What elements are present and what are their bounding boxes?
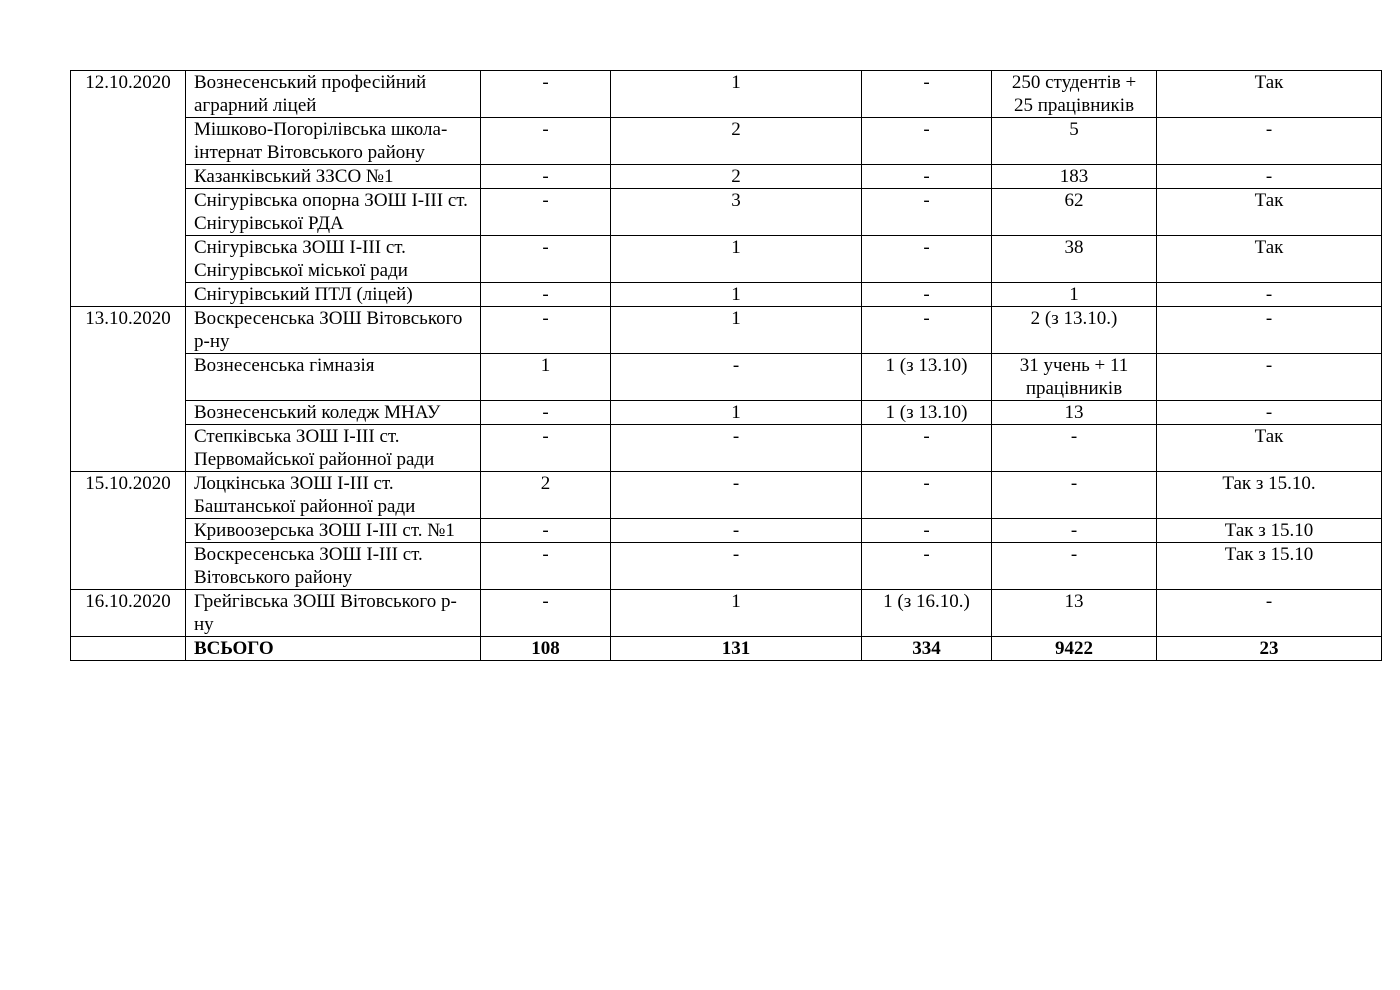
table-row <box>71 307 1382 354</box>
value-cell-c1: - <box>481 71 611 118</box>
value-cell-c4: - <box>992 472 1157 519</box>
value-cell-c1: 2 <box>481 472 611 519</box>
value-cell-c4: 38 <box>992 236 1157 283</box>
table-row <box>71 425 1382 472</box>
total-value-c4: 9422 <box>992 637 1157 661</box>
school-name-cell: Воскресенська ЗОШ Вітовського р-ну <box>186 307 481 354</box>
value-cell-c1: - <box>481 590 611 637</box>
table-row <box>71 118 1382 165</box>
value-cell-c1: - <box>481 425 611 472</box>
value-cell-c1: - <box>481 283 611 307</box>
value-cell-c4: - <box>992 519 1157 543</box>
value-cell-c5: Так з 15.10 <box>1157 519 1382 543</box>
value-cell-c4: 5 <box>992 118 1157 165</box>
value-cell-c2: 3 <box>611 189 862 236</box>
value-cell-c3: - <box>862 425 992 472</box>
table-row <box>71 354 1382 401</box>
value-cell-c4: 62 <box>992 189 1157 236</box>
table-row <box>71 165 1382 189</box>
value-cell-c3: - <box>862 236 992 283</box>
school-name-cell: Лоцкінська ЗОШ І-ІІІ ст. Баштанської районної ради <box>186 472 481 519</box>
school-name-cell: Вознесенський коледж МНАУ <box>186 401 481 425</box>
total-row <box>71 637 1382 661</box>
total-value-c3: 334 <box>862 637 992 661</box>
value-cell-c2: - <box>611 543 862 590</box>
value-cell-c5: Так з 15.10 <box>1157 543 1382 590</box>
date-cell: 13.10.2020 <box>71 307 186 472</box>
value-cell-c4: - <box>992 425 1157 472</box>
value-cell-c3: - <box>862 283 992 307</box>
value-cell-c5: - <box>1157 590 1382 637</box>
value-cell-c4: 31 учень + 11 працівників <box>992 354 1157 401</box>
value-cell-c2: 2 <box>611 165 862 189</box>
value-cell-c1: - <box>481 543 611 590</box>
value-cell-c2: 1 <box>611 401 862 425</box>
value-cell-c1: - <box>481 165 611 189</box>
value-cell-c2: 1 <box>611 307 862 354</box>
value-cell-c5: - <box>1157 118 1382 165</box>
value-cell-c3: - <box>862 519 992 543</box>
school-name-cell: Степківська ЗОШ І-ІІІ ст. Первомайської районної ради <box>186 425 481 472</box>
value-cell-c4: 250 студентів + 25 працівників <box>992 71 1157 118</box>
value-cell-c3: 1 (з 13.10) <box>862 354 992 401</box>
value-cell-c5: Так <box>1157 71 1382 118</box>
value-cell-c5: - <box>1157 283 1382 307</box>
table-row <box>71 189 1382 236</box>
value-cell-c3: 1 (з 16.10.) <box>862 590 992 637</box>
school-name-cell: Снігурівська опорна ЗОШ І-ІІІ ст. Снігурівської РДА <box>186 189 481 236</box>
value-cell-c5: - <box>1157 401 1382 425</box>
value-cell-c5: - <box>1157 307 1382 354</box>
school-name-cell: Вознесенський професійний аграрний ліцей <box>186 71 481 118</box>
school-name-cell: Грейгівська ЗОШ Вітовського р-ну <box>186 590 481 637</box>
value-cell-c5: Так <box>1157 189 1382 236</box>
table-row <box>71 519 1382 543</box>
school-name-cell: Вознесенська гімназія <box>186 354 481 401</box>
value-cell-c3: - <box>862 472 992 519</box>
value-cell-c5: - <box>1157 354 1382 401</box>
table-row <box>71 236 1382 283</box>
total-value-c5: 23 <box>1157 637 1382 661</box>
school-name-cell: Кривоозерська ЗОШ І-ІІІ ст. №1 <box>186 519 481 543</box>
value-cell-c1: - <box>481 118 611 165</box>
value-cell-c4: 1 <box>992 283 1157 307</box>
value-cell-c2: - <box>611 519 862 543</box>
value-cell-c1: 1 <box>481 354 611 401</box>
value-cell-c2: 2 <box>611 118 862 165</box>
value-cell-c4: - <box>992 543 1157 590</box>
value-cell-c1: - <box>481 307 611 354</box>
value-cell-c4: 13 <box>992 590 1157 637</box>
date-cell: 16.10.2020 <box>71 590 186 637</box>
value-cell-c3: - <box>862 71 992 118</box>
value-cell-c2: - <box>611 472 862 519</box>
value-cell-c2: - <box>611 425 862 472</box>
value-cell-c1: - <box>481 519 611 543</box>
empty-cell <box>71 637 186 661</box>
value-cell-c3: - <box>862 307 992 354</box>
value-cell-c1: - <box>481 401 611 425</box>
value-cell-c2: 1 <box>611 71 862 118</box>
table-row <box>71 472 1382 519</box>
value-cell-c2: 1 <box>611 590 862 637</box>
value-cell-c5: - <box>1157 165 1382 189</box>
table-row <box>71 590 1382 637</box>
date-cell: 15.10.2020 <box>71 472 186 590</box>
date-cell: 12.10.2020 <box>71 71 186 307</box>
value-cell-c3: 1 (з 13.10) <box>862 401 992 425</box>
table-row <box>71 401 1382 425</box>
total-label: ВСЬОГО <box>186 637 481 661</box>
value-cell-c3: - <box>862 543 992 590</box>
table-row <box>71 283 1382 307</box>
value-cell-c4: 2 (з 13.10.) <box>992 307 1157 354</box>
school-name-cell: Снігурівська ЗОШ І-ІІІ ст. Снігурівської міської ради <box>186 236 481 283</box>
value-cell-c2: 1 <box>611 283 862 307</box>
value-cell-c4: 183 <box>992 165 1157 189</box>
value-cell-c1: - <box>481 236 611 283</box>
school-name-cell: Мішково-Погорілівська школа-інтернат Вітовського району <box>186 118 481 165</box>
school-name-cell: Казанківський ЗЗСО №1 <box>186 165 481 189</box>
value-cell-c2: 1 <box>611 236 862 283</box>
school-name-cell: Снігурівський ПТЛ (ліцей) <box>186 283 481 307</box>
value-cell-c5: Так з 15.10. <box>1157 472 1382 519</box>
value-cell-c5: Так <box>1157 425 1382 472</box>
value-cell-c1: - <box>481 189 611 236</box>
schools-table <box>70 70 1382 661</box>
table-row <box>71 543 1382 590</box>
school-name-cell: Воскресенська ЗОШ І-ІІІ ст. Вітовського району <box>186 543 481 590</box>
total-value-c1: 108 <box>481 637 611 661</box>
value-cell-c3: - <box>862 189 992 236</box>
total-value-c2: 131 <box>611 637 862 661</box>
value-cell-c4: 13 <box>992 401 1157 425</box>
value-cell-c3: - <box>862 165 992 189</box>
value-cell-c3: - <box>862 118 992 165</box>
value-cell-c5: Так <box>1157 236 1382 283</box>
table-row <box>71 71 1382 118</box>
value-cell-c2: - <box>611 354 862 401</box>
